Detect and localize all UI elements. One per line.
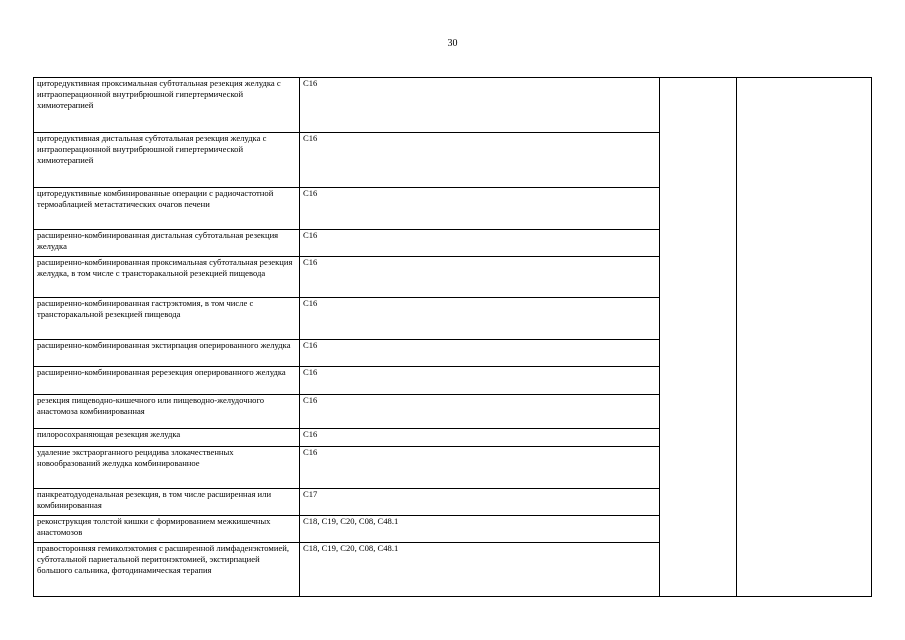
- table-row: [34, 78, 872, 133]
- procedure-cell: реконструкция толстой кишки с формированием межкишечных анастомозов: [34, 516, 300, 543]
- procedure-cell: расширенно-комбинированная экстирпация оперированного желудка: [34, 340, 300, 367]
- icd-codes-cell: C17: [300, 489, 660, 516]
- icd-codes-cell: C16: [300, 447, 660, 489]
- procedure-cell: удаление экстраорганного рецидива злокачественных новообразований желудка комбинированное: [34, 447, 300, 489]
- procedure-cell: циторедуктивные комбинированные операции с радиочастотной термоаблацией метастатических очагов печени: [34, 188, 300, 230]
- procedures-table: [33, 77, 872, 597]
- icd-codes-cell: C16: [300, 230, 660, 257]
- icd-codes-cell: C16: [300, 429, 660, 447]
- icd-codes-cell: C18, C19, C20, C08, C48.1: [300, 516, 660, 543]
- page-number: 30: [447, 38, 458, 49]
- procedure-cell: циторедуктивная дистальная субтотальная резекция желудка с интраоперационной внутрибрюшной гипертермической химиотерапией: [34, 133, 300, 188]
- procedure-cell: пилоросохраняющая резекция желудка: [34, 429, 300, 447]
- procedure-cell: циторедуктивная проксимальная субтотальная резекция желудка с интраоперационной внутрибрюшной гипертермической химиотерапией: [34, 78, 300, 133]
- icd-codes-cell: C16: [300, 340, 660, 367]
- icd-codes-cell: C16: [300, 188, 660, 230]
- procedure-cell: правосторонняя гемиколэктомия с расширенной лимфаденэктомией, субтотальной париетальной перитонэктомией, экстирпацией большого сальника, фотодинамическая терапия: [34, 543, 300, 597]
- procedure-cell: резекция пищеводно-кишечного или пищеводно-желудочного анастомоза комбинированная: [34, 395, 300, 429]
- icd-codes-cell: C16: [300, 367, 660, 395]
- procedure-cell: расширенно-комбинированная гастрэктомия, в том числе с трансторакальной резекцией пищевода: [34, 298, 300, 340]
- icd-codes-cell: C16: [300, 257, 660, 298]
- merged-empty-cell-b: [737, 78, 872, 597]
- icd-codes-cell: C16: [300, 133, 660, 188]
- procedure-cell: расширенно-комбинированная ререзекция оперированного желудка: [34, 367, 300, 395]
- procedure-cell: расширенно-комбинированная дистальная субтотальная резекция желудка: [34, 230, 300, 257]
- merged-empty-cell-a: [660, 78, 737, 597]
- icd-codes-cell: C16: [300, 298, 660, 340]
- procedure-cell: панкреатодуоденальная резекция, в том числе расширенная или комбинированная: [34, 489, 300, 516]
- icd-codes-cell: C18, C19, C20, C08, C48.1: [300, 543, 660, 597]
- procedure-cell: расширенно-комбинированная проксимальная субтотальная резекция желудка, в том числе с трансторакальной резекцией пищевода: [34, 257, 300, 298]
- icd-codes-cell: C16: [300, 395, 660, 429]
- icd-codes-cell: C16: [300, 78, 660, 133]
